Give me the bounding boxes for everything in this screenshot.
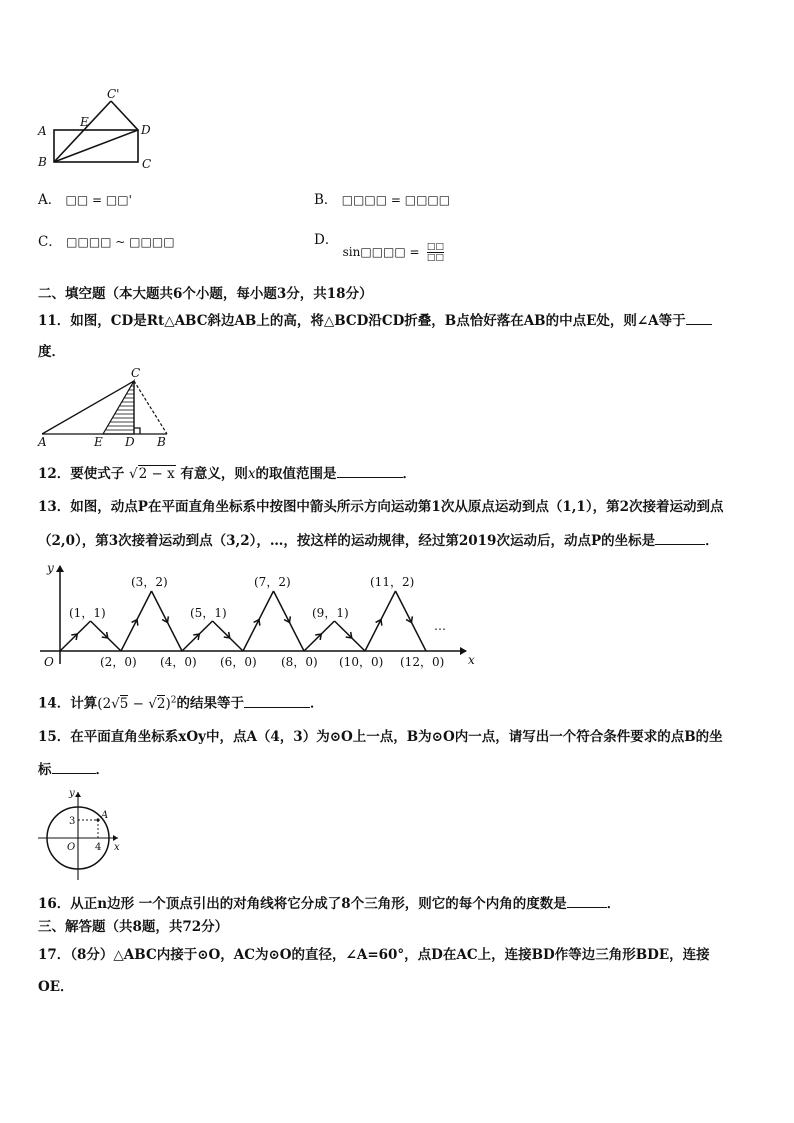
option-d: D． sin□□□□ = $\frac{□□}{□□}$ <box>314 232 444 263</box>
origin-label: O <box>67 842 76 853</box>
label-c: C <box>131 366 141 380</box>
q13-line2: （2,0），第3次接着运动到点（3,2），…，按这样的运动规律，经过第2019次运动后，动点P的坐标是 ． <box>38 530 719 551</box>
q11-line1: 11．如图，CD是Rt△ABC斜边AB上的高，将△BCD沿CD折叠，B点恰好落在AB的中点E处，则∠A等于 <box>38 310 712 331</box>
label-e: E <box>80 115 89 129</box>
point-label-3: (3，2) <box>131 575 168 589</box>
origin-label: O <box>44 655 54 669</box>
option-d-sin: sin□□□□ = <box>342 245 420 259</box>
q13-figure <box>36 558 486 670</box>
point-label-1: (1，1) <box>69 606 106 620</box>
q12: 12．要使式子 √2 − x 有意义，则x的取值范围是 ． <box>38 463 416 484</box>
section-3-heading: 三、解答题（共8题，共72分） <box>38 919 229 935</box>
motion-segment <box>121 591 152 651</box>
option-a: A． □□ = □□' <box>38 192 132 208</box>
option-c-text: □□□□ ~ □□□□ <box>66 235 175 249</box>
axis-y-label: y <box>69 788 75 799</box>
q15-figure <box>34 784 129 884</box>
motion-segment <box>335 621 366 651</box>
label-e: E <box>94 435 103 449</box>
q11-line2: 度． <box>38 344 65 360</box>
label-a: A <box>38 124 47 138</box>
q15-line2: 标 ． <box>38 759 109 780</box>
q11-figure <box>34 364 174 450</box>
label-a: A <box>101 810 109 821</box>
right-angle-mark <box>134 428 140 434</box>
point-a <box>96 818 99 821</box>
point-label-5: (5，1) <box>190 606 227 620</box>
q11-answer-blank[interactable] <box>686 310 712 325</box>
point-label-11: (11，2) <box>370 575 415 589</box>
option-b: B． □□□□ = □□□□ <box>314 192 451 208</box>
point-label-4: (4，0) <box>160 655 197 669</box>
q17-line2: OE． <box>38 979 74 995</box>
segment-bc-prime <box>54 101 111 162</box>
q13-line1: 13．如图，动点P在平面直角坐标系中按图中箭头所示方向运动第1次从原点运动到点（1,1），第2次接着运动到点 <box>38 499 724 515</box>
motion-segment <box>152 591 183 651</box>
motion-segment <box>396 591 427 651</box>
ellipsis: … <box>434 619 446 633</box>
segment-c-prime-d <box>111 101 138 130</box>
motion-segment <box>182 621 213 651</box>
q14-answer-blank[interactable] <box>244 693 310 708</box>
axis-y-label: y <box>47 561 54 575</box>
axis-x-label: x <box>468 653 475 667</box>
label-d: D <box>125 435 135 449</box>
axis-x-label: x <box>114 842 120 853</box>
section-2-heading: 二、填空题（本大题共6个小题，每小题3分，共18分） <box>38 286 373 302</box>
point-label-10: (10，0) <box>339 655 384 669</box>
label-d: D <box>141 123 151 137</box>
q12-answer-blank[interactable] <box>337 463 403 478</box>
label-a: A <box>38 435 47 449</box>
q14-expression: $(2√5 - √2)^2$ <box>97 695 177 712</box>
q17-line1: 17．（8分）△ABC内接于⊙O，AC为⊙O的直径，∠A=60°，点D在AC上，连接BD作等边三角形BDE，连接 <box>38 947 710 963</box>
motion-segment <box>243 591 274 651</box>
q15-answer-blank[interactable] <box>52 759 96 774</box>
label-c-prime: C' <box>107 88 120 101</box>
motion-segment <box>91 621 122 651</box>
label-b: B <box>38 155 47 169</box>
tick-3: 3 <box>69 816 76 827</box>
diagonal-bd <box>54 130 138 162</box>
motion-segment <box>304 621 335 651</box>
label-c: C <box>142 157 152 171</box>
option-c: C． □□□□ ~ □□□□ <box>38 234 175 250</box>
point-label-12: (12，0) <box>400 655 445 669</box>
point-label-7: (7，2) <box>254 575 291 589</box>
q15-line1: 15．在平面直角坐标系xOy中，点A（4，3）为⊙O上一点，B为⊙O内一点，请写出一个符合条件要求的点B的坐 <box>38 729 723 745</box>
motion-path <box>60 591 426 651</box>
motion-segment <box>274 591 305 651</box>
q16: 16．从正n边形 一个顶点引出的对角线将它分成了8个三角形，则它的每个内角的度数是 ． <box>38 893 620 914</box>
option-d-fraction: $\frac{□□}{□□}$ <box>426 242 444 263</box>
folded-triangle-ecd <box>103 381 134 434</box>
q14: 14．计算$(2√5 - √2)^2$的结果等于 ． <box>38 690 323 714</box>
side-cb-dashed <box>134 381 167 434</box>
label-b: B <box>157 435 166 449</box>
q13-answer-blank[interactable] <box>655 530 705 545</box>
option-b-text: □□□□ = □□□□ <box>341 193 451 207</box>
tick-4: 4 <box>95 842 102 853</box>
q10-figure <box>34 88 164 178</box>
sqrt-expression: √2 − x <box>129 466 175 482</box>
motion-segment <box>213 621 244 651</box>
motion-segment <box>365 591 396 651</box>
q16-answer-blank[interactable] <box>567 893 607 908</box>
point-label-8: (8，0) <box>281 655 318 669</box>
motion-segment <box>60 621 91 651</box>
point-label-2: (2，0) <box>100 655 137 669</box>
option-a-text: □□ = □□' <box>65 193 132 207</box>
point-label-9: (9，1) <box>312 606 349 620</box>
point-label-6: (6，0) <box>220 655 257 669</box>
